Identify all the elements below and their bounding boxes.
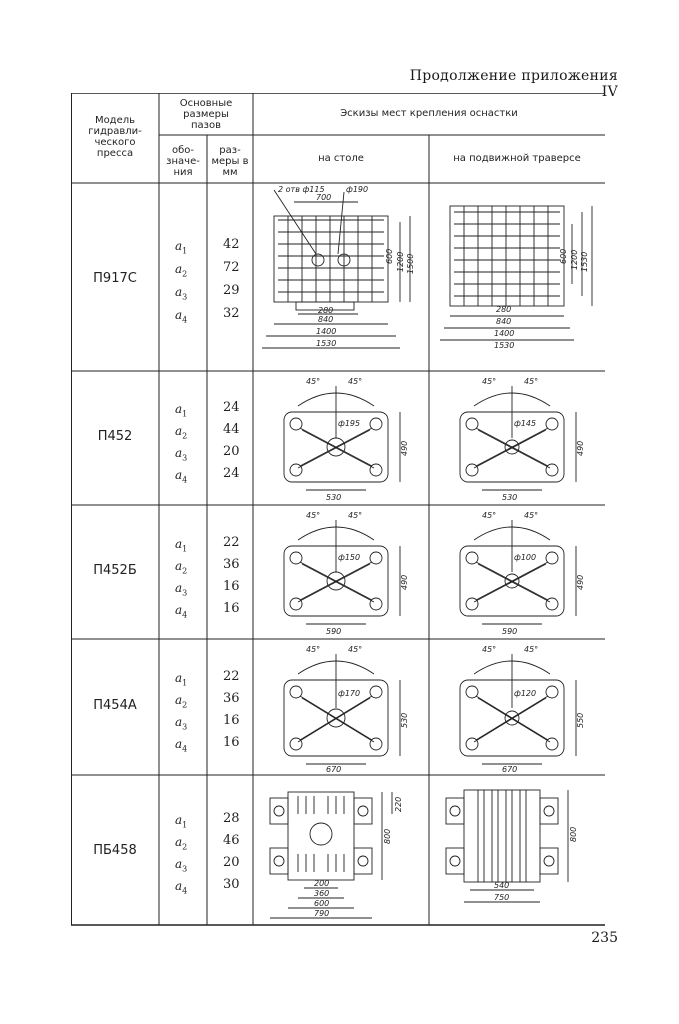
dimension-label: 1530 bbox=[316, 339, 337, 348]
model-name: П452 bbox=[97, 429, 133, 444]
slot-designation: $a_3$ bbox=[175, 446, 188, 463]
sketch-table-p454a bbox=[254, 640, 428, 774]
dimension-label: 600 bbox=[385, 248, 394, 264]
header-on-table: на столе bbox=[318, 153, 364, 164]
dimension-label: 800 bbox=[383, 828, 392, 844]
slot-designation: $a_1$ bbox=[175, 813, 188, 830]
header-main-sizes: Основные размеры пазов bbox=[179, 98, 233, 131]
dimension-label: ф190 bbox=[346, 185, 369, 194]
slot-designation: $a_3$ bbox=[175, 715, 188, 732]
model-name: ПБ458 bbox=[93, 843, 137, 858]
slot-size: 24 bbox=[223, 466, 240, 481]
slot-size: 72 bbox=[223, 260, 240, 275]
dimension-label: ф100 bbox=[514, 553, 537, 562]
slot-size: 16 bbox=[223, 601, 240, 616]
press-table bbox=[71, 93, 605, 927]
slot-size: 20 bbox=[223, 444, 240, 459]
slot-designation: $a_2$ bbox=[175, 559, 188, 576]
sketch-beam-pb458 bbox=[430, 776, 604, 924]
dimension-label: ф120 bbox=[514, 689, 537, 698]
dimension-label: 490 bbox=[576, 440, 585, 456]
slot-size: 16 bbox=[223, 579, 240, 594]
dimension-label: ф145 bbox=[514, 419, 537, 428]
slot-size: 36 bbox=[223, 557, 240, 572]
slot-designation: $a_4$ bbox=[175, 308, 188, 325]
sketch-beam-p452 bbox=[430, 372, 604, 504]
dimension-label: 45° bbox=[306, 377, 321, 386]
dimension-label: 490 bbox=[400, 574, 409, 590]
sketch-table-p917c bbox=[254, 184, 428, 370]
slot-size: 20 bbox=[223, 855, 240, 870]
dimension-label: 220 bbox=[394, 796, 403, 812]
dimension-label: ф150 bbox=[338, 553, 361, 562]
slot-size: 29 bbox=[223, 283, 240, 298]
dimension-label: 790 bbox=[314, 909, 330, 918]
dimension-label: 590 bbox=[326, 627, 342, 636]
slot-size: 30 bbox=[223, 877, 240, 892]
dimension-label: 840 bbox=[318, 315, 334, 324]
dimension-label: 45° bbox=[482, 377, 497, 386]
dimension-label: 670 bbox=[502, 765, 518, 774]
dimension-label: 45° bbox=[482, 511, 497, 520]
dimension-label: 1530 bbox=[580, 251, 589, 272]
dimension-label: 1200 bbox=[396, 251, 405, 272]
slot-size: 22 bbox=[223, 535, 240, 550]
dimension-label: 530 bbox=[326, 493, 342, 502]
dimension-label: 600 bbox=[314, 899, 330, 908]
dimension-label: 45° bbox=[524, 377, 539, 386]
slot-designation: $a_4$ bbox=[175, 468, 188, 485]
model-name: П917С bbox=[93, 271, 137, 286]
dimension-label: 600 bbox=[559, 248, 568, 264]
dimension-label: 45° bbox=[524, 511, 539, 520]
slot-designation: $a_1$ bbox=[175, 671, 188, 688]
dimension-label: 1200 bbox=[570, 249, 579, 270]
sketch-table-p452b bbox=[254, 506, 428, 638]
slot-size: 42 bbox=[223, 237, 240, 252]
slot-size: 22 bbox=[223, 669, 240, 684]
dimension-label: 700 bbox=[316, 193, 332, 202]
slot-designation: $a_4$ bbox=[175, 879, 188, 896]
slot-size: 24 bbox=[223, 400, 240, 415]
page-header: Продолжение приложения IV bbox=[409, 68, 618, 100]
dimension-label: 540 bbox=[494, 881, 510, 890]
dimension-label: 280 bbox=[496, 305, 512, 314]
dimension-label: 45° bbox=[348, 511, 363, 520]
dimension-label: 360 bbox=[314, 889, 330, 898]
dimension-label: 490 bbox=[400, 440, 409, 456]
dimension-label: 280 bbox=[318, 306, 334, 315]
dimension-label: 45° bbox=[306, 511, 321, 520]
dimension-label: 590 bbox=[502, 627, 518, 636]
slot-designation: $a_4$ bbox=[175, 737, 188, 754]
dimension-label: 2 отв ф115 bbox=[278, 185, 325, 194]
sketch-beam-p454a bbox=[430, 640, 604, 774]
slot-designation: $a_1$ bbox=[175, 537, 188, 554]
sketch-beam-p917c bbox=[430, 184, 604, 370]
slot-designation: $a_1$ bbox=[175, 239, 188, 256]
dimension-label: 1400 bbox=[316, 327, 337, 336]
dimension-label: 45° bbox=[348, 645, 363, 654]
dimension-label: 45° bbox=[348, 377, 363, 386]
dimension-label: ф170 bbox=[338, 689, 361, 698]
slot-size: 16 bbox=[223, 713, 240, 728]
slot-size: 28 bbox=[223, 811, 240, 826]
dimension-label: 45° bbox=[306, 645, 321, 654]
model-name: П452Б bbox=[93, 563, 137, 578]
dimension-label: 530 bbox=[400, 712, 409, 728]
slot-designation: $a_3$ bbox=[175, 581, 188, 598]
page-number: 235 bbox=[591, 930, 618, 946]
dimension-label: 530 bbox=[502, 493, 518, 502]
slot-designation: $a_4$ bbox=[175, 603, 188, 620]
dimension-label: 45° bbox=[482, 645, 497, 654]
slot-designation: $a_2$ bbox=[175, 835, 188, 852]
dimension-label: 45° bbox=[524, 645, 539, 654]
dimension-label: 840 bbox=[496, 317, 512, 326]
header-sketches: Эскизы мест крепления оснастки bbox=[340, 108, 518, 119]
dimension-label: 1530 bbox=[494, 341, 515, 350]
slot-size: 44 bbox=[223, 422, 240, 437]
sketch-table-p452 bbox=[254, 372, 428, 504]
slot-designation: $a_3$ bbox=[175, 285, 188, 302]
dimension-label: 550 bbox=[576, 712, 585, 728]
slot-designation: $a_2$ bbox=[175, 693, 188, 710]
dimension-label: 800 bbox=[569, 826, 578, 842]
header-model: Модель гидравли- ческого пресса bbox=[88, 115, 142, 159]
dimension-label: 200 bbox=[314, 879, 330, 888]
dimension-label: 490 bbox=[576, 574, 585, 590]
header-designation: обо- значе- ния bbox=[166, 145, 200, 178]
slot-designation: $a_2$ bbox=[175, 262, 188, 279]
header-sizes: раз- меры в мм bbox=[211, 145, 249, 178]
dimension-label: 750 bbox=[494, 893, 510, 902]
dimension-label: 1400 bbox=[494, 329, 515, 338]
model-name: П454А bbox=[93, 698, 137, 713]
slot-designation: $a_1$ bbox=[175, 402, 188, 419]
dimension-label: 670 bbox=[326, 765, 342, 774]
sketch-beam-p452b bbox=[430, 506, 604, 638]
dimension-label: 1500 bbox=[406, 253, 415, 274]
header-on-crossbeam: на подвижной траверсе bbox=[453, 153, 581, 164]
slot-size: 46 bbox=[223, 833, 240, 848]
dimension-label: ф195 bbox=[338, 419, 361, 428]
slot-size: 16 bbox=[223, 735, 240, 750]
slot-designation: $a_3$ bbox=[175, 857, 188, 874]
slot-size: 32 bbox=[223, 306, 240, 321]
slot-size: 36 bbox=[223, 691, 240, 706]
sketch-table-pb458 bbox=[254, 776, 428, 924]
slot-designation: $a_2$ bbox=[175, 424, 188, 441]
